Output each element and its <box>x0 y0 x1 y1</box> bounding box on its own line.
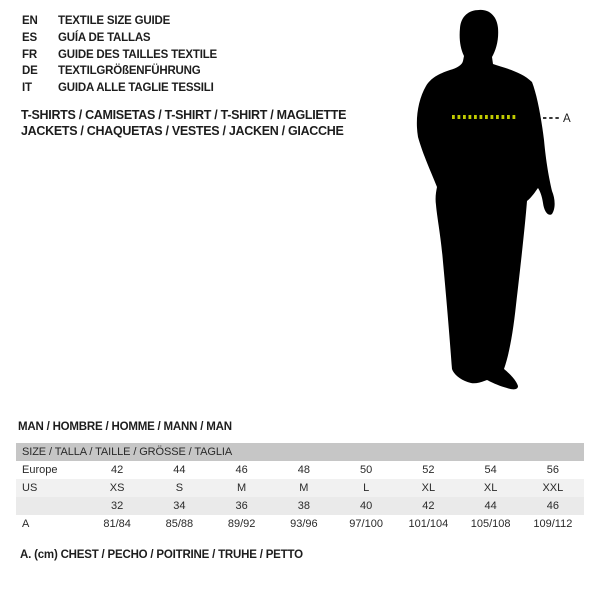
cell: 38 <box>297 500 310 512</box>
cell: M <box>299 482 309 494</box>
row-label: US <box>22 482 38 494</box>
cell: 36 <box>235 500 248 512</box>
cell: 85/88 <box>165 518 194 530</box>
size-table-header: SIZE / TALLA / TAILLE / GRÖSSE / TAGLIA <box>16 443 584 461</box>
row-label: Europe <box>22 464 58 476</box>
cell: 42 <box>111 464 124 476</box>
lang-row-es <box>22 30 217 47</box>
cell: 48 <box>297 464 310 476</box>
cell: 50 <box>360 464 373 476</box>
cell: 40 <box>360 500 373 512</box>
table-row-us <box>16 479 584 497</box>
lang-text-es: GUÍA DE TALLAS <box>58 32 151 45</box>
table-row-europe <box>16 461 584 479</box>
garment-categories <box>21 108 346 140</box>
category-jackets: JACKETS / CHAQUETAS / VESTES / JACKEN / GIACCHE <box>21 123 344 138</box>
cell: XL <box>483 482 498 494</box>
category-tshirts: T-SHIRTS / CAMISETAS / T-SHIRT / T-SHIRT / MAGLIETTE <box>21 108 347 122</box>
cell: L <box>363 482 370 494</box>
cell: 46 <box>546 500 559 512</box>
lang-code-fr: FR <box>22 48 37 61</box>
cell: 56 <box>546 464 559 476</box>
cell: 89/92 <box>227 518 256 530</box>
lang-text-fr: GUIDE DES TAILLES TEXTILE <box>58 48 217 61</box>
cell: 54 <box>484 464 497 476</box>
cell: 93/96 <box>290 518 318 530</box>
cell: XS <box>109 482 125 494</box>
cell: 97/100 <box>349 518 383 530</box>
measure-label-a: A <box>563 113 571 125</box>
language-list <box>22 13 217 96</box>
cell: 42 <box>422 500 435 512</box>
chest-footnote: A. (cm) CHEST / PECHO / POITRINE / TRUHE / PETTO <box>20 549 303 561</box>
lang-row-fr <box>22 46 217 63</box>
cell: 105/108 <box>470 518 511 530</box>
cell: M <box>237 482 247 494</box>
cell: 81/84 <box>103 518 131 530</box>
cell: S <box>175 482 184 494</box>
lang-row-de <box>22 63 217 80</box>
cell: 34 <box>173 500 186 512</box>
lang-text-en: TEXTILE SIZE GUIDE <box>58 15 171 28</box>
lang-code-de: DE <box>22 65 38 78</box>
cell: 44 <box>484 500 497 512</box>
cell: XL <box>421 482 436 494</box>
lang-code-it: IT <box>22 82 32 95</box>
row-label: A <box>22 518 30 530</box>
table-row-numeric <box>16 497 584 515</box>
man-silhouette <box>417 10 555 389</box>
table-row-chest-a <box>16 515 584 533</box>
size-table <box>16 443 584 533</box>
cell: 52 <box>422 464 435 476</box>
cell: 32 <box>111 500 124 512</box>
man-figure <box>405 0 585 405</box>
lang-code-en: EN <box>22 15 38 28</box>
cell: 44 <box>173 464 186 476</box>
cell: 101/104 <box>408 518 449 530</box>
lang-code-es: ES <box>22 32 37 45</box>
lang-row-en <box>22 13 217 30</box>
lang-text-it: GUIDA ALLE TAGLIE TESSILI <box>58 82 214 95</box>
lang-text-de: TEXTILGRÖßENFÜHRUNG <box>58 65 201 78</box>
cell: 46 <box>235 464 248 476</box>
cell: 109/112 <box>533 518 573 530</box>
lang-row-it <box>22 80 217 97</box>
cell: XXL <box>542 482 564 494</box>
section-title-man: MAN / HOMBRE / HOMME / MANN / MAN <box>18 421 232 433</box>
